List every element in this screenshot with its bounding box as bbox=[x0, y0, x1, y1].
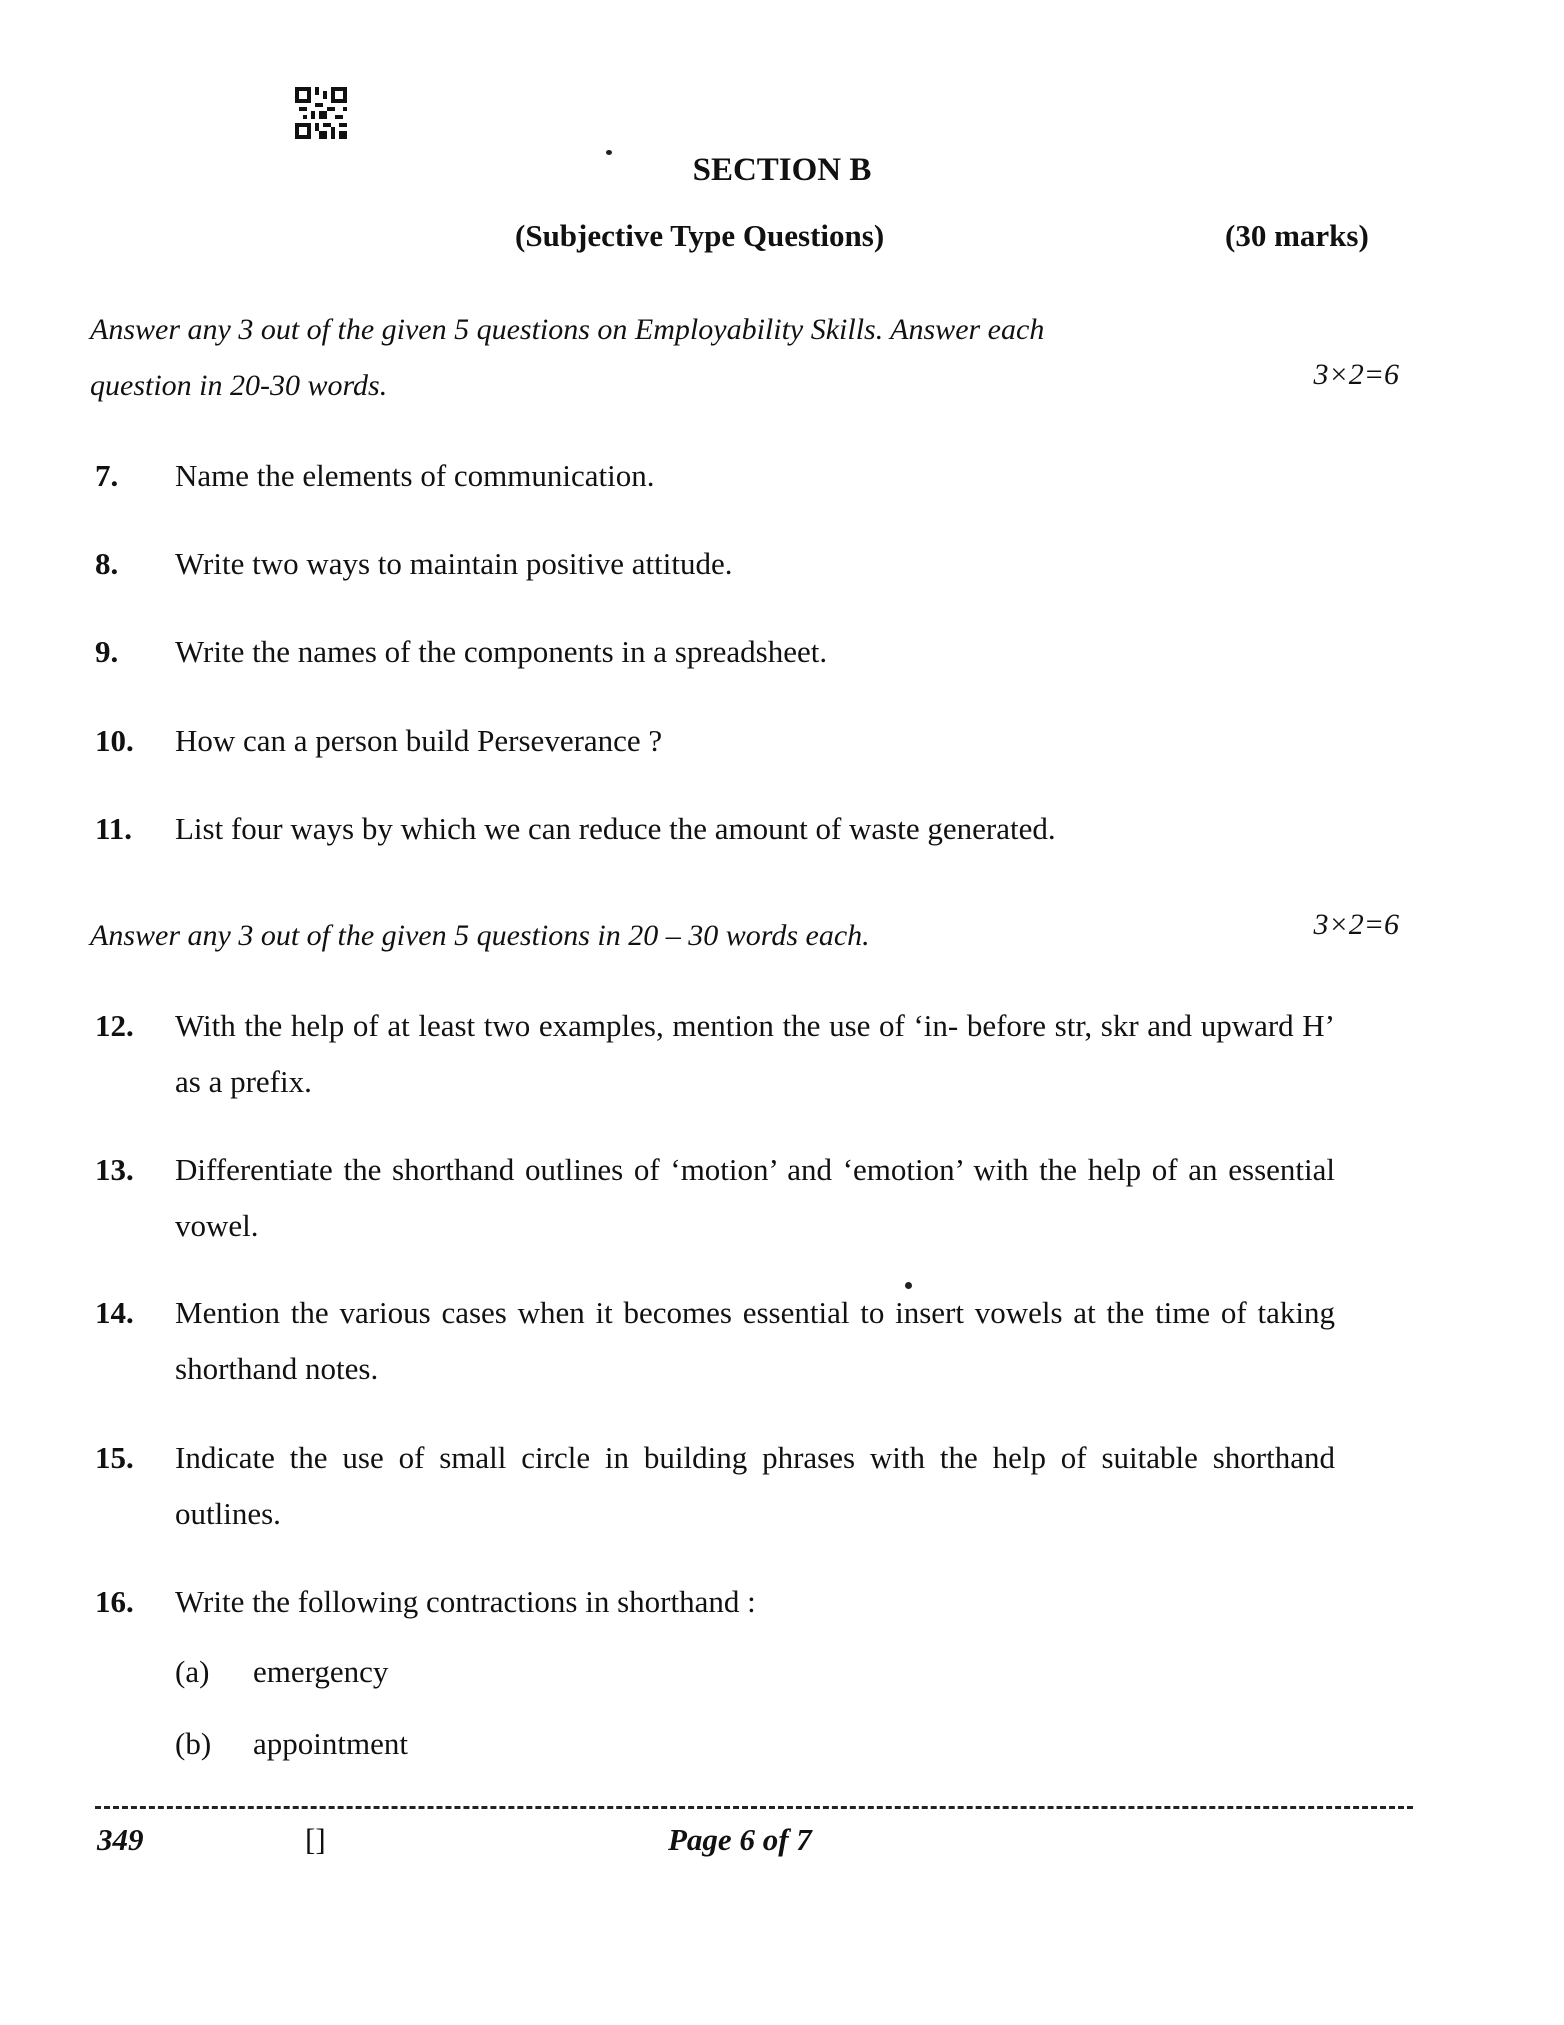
question-item bbox=[95, 1430, 1335, 1542]
sub-item-label: (b) bbox=[175, 1726, 212, 1761]
question-item bbox=[95, 448, 1335, 504]
sub-item-label: (a) bbox=[175, 1654, 210, 1689]
qr-code-icon bbox=[295, 87, 347, 139]
question-text: Indicate the use of small circle in building phrases with the help of suitable shorthand outlines. bbox=[175, 1440, 1335, 1531]
question-text: Write two ways to maintain positive attitude. bbox=[175, 546, 733, 581]
question-text: With the help of at least two examples, mention the use of ‘in- before str, skr and upward H’ as a prefix. bbox=[175, 1008, 1335, 1099]
question-number: 13. bbox=[95, 1152, 134, 1187]
question-number: 10. bbox=[95, 723, 134, 758]
question-text: Differentiate the shorthand outlines of ‘motion’ and ‘emotion’ with the help of an essential vowel. bbox=[175, 1152, 1335, 1243]
question-item bbox=[95, 1285, 1335, 1397]
paper-code: 349 bbox=[97, 1822, 144, 1857]
question-number: 7. bbox=[95, 458, 119, 493]
question-text: Mention the various cases when it becomes essential to insert vowels at the time of taking shorthand notes. bbox=[175, 1295, 1335, 1386]
marks-allocation: 3×2=6 bbox=[1313, 358, 1399, 391]
section-marks: (30 marks) bbox=[1225, 218, 1369, 253]
question-item bbox=[95, 624, 1335, 680]
question-item bbox=[95, 713, 1335, 769]
question-number: 16. bbox=[95, 1584, 134, 1619]
part1-instruction bbox=[90, 302, 1400, 414]
sub-item bbox=[175, 1726, 675, 1766]
sub-item-text: emergency bbox=[253, 1654, 389, 1689]
footer-box: [] bbox=[305, 1822, 326, 1857]
marks-allocation: 3×2=6 bbox=[1313, 908, 1399, 941]
question-text: Name the elements of communication. bbox=[175, 458, 655, 493]
section-title: SECTION B bbox=[692, 152, 872, 188]
question-text: Write the names of the components in a spreadsheet. bbox=[175, 634, 828, 669]
question-number: 14. bbox=[95, 1295, 134, 1330]
question-item bbox=[95, 1142, 1335, 1254]
question-item bbox=[95, 1574, 1335, 1630]
question-number: 15. bbox=[95, 1440, 134, 1475]
instruction-line: Answer any 3 out of the given 5 questions on Employability Skills. Answer each bbox=[90, 313, 1045, 346]
question-item bbox=[95, 536, 1335, 592]
sub-item bbox=[175, 1654, 675, 1694]
question-number: 9. bbox=[95, 634, 119, 669]
question-number: 11. bbox=[95, 811, 133, 846]
sub-item-text: appointment bbox=[253, 1726, 408, 1761]
question-text: Write the following contractions in shorthand : bbox=[175, 1584, 756, 1619]
section-subtitle: (Subjective Type Questions) bbox=[515, 218, 885, 253]
question-text: List four ways by which we can reduce the amount of waste generated. bbox=[175, 811, 1056, 846]
footer-divider bbox=[95, 1806, 1413, 1809]
page-number: Page 6 of 7 bbox=[668, 1822, 812, 1857]
instruction-line: question in 20-30 words. bbox=[90, 369, 388, 402]
question-item bbox=[95, 998, 1335, 1110]
part2-instruction: Answer any 3 out of the given 5 questions in 20 – 30 words each. bbox=[90, 919, 870, 952]
question-item bbox=[95, 801, 1335, 857]
question-number: 12. bbox=[95, 1008, 134, 1043]
question-number: 8. bbox=[95, 546, 119, 581]
question-text: How can a person build Perseverance ? bbox=[175, 723, 663, 758]
